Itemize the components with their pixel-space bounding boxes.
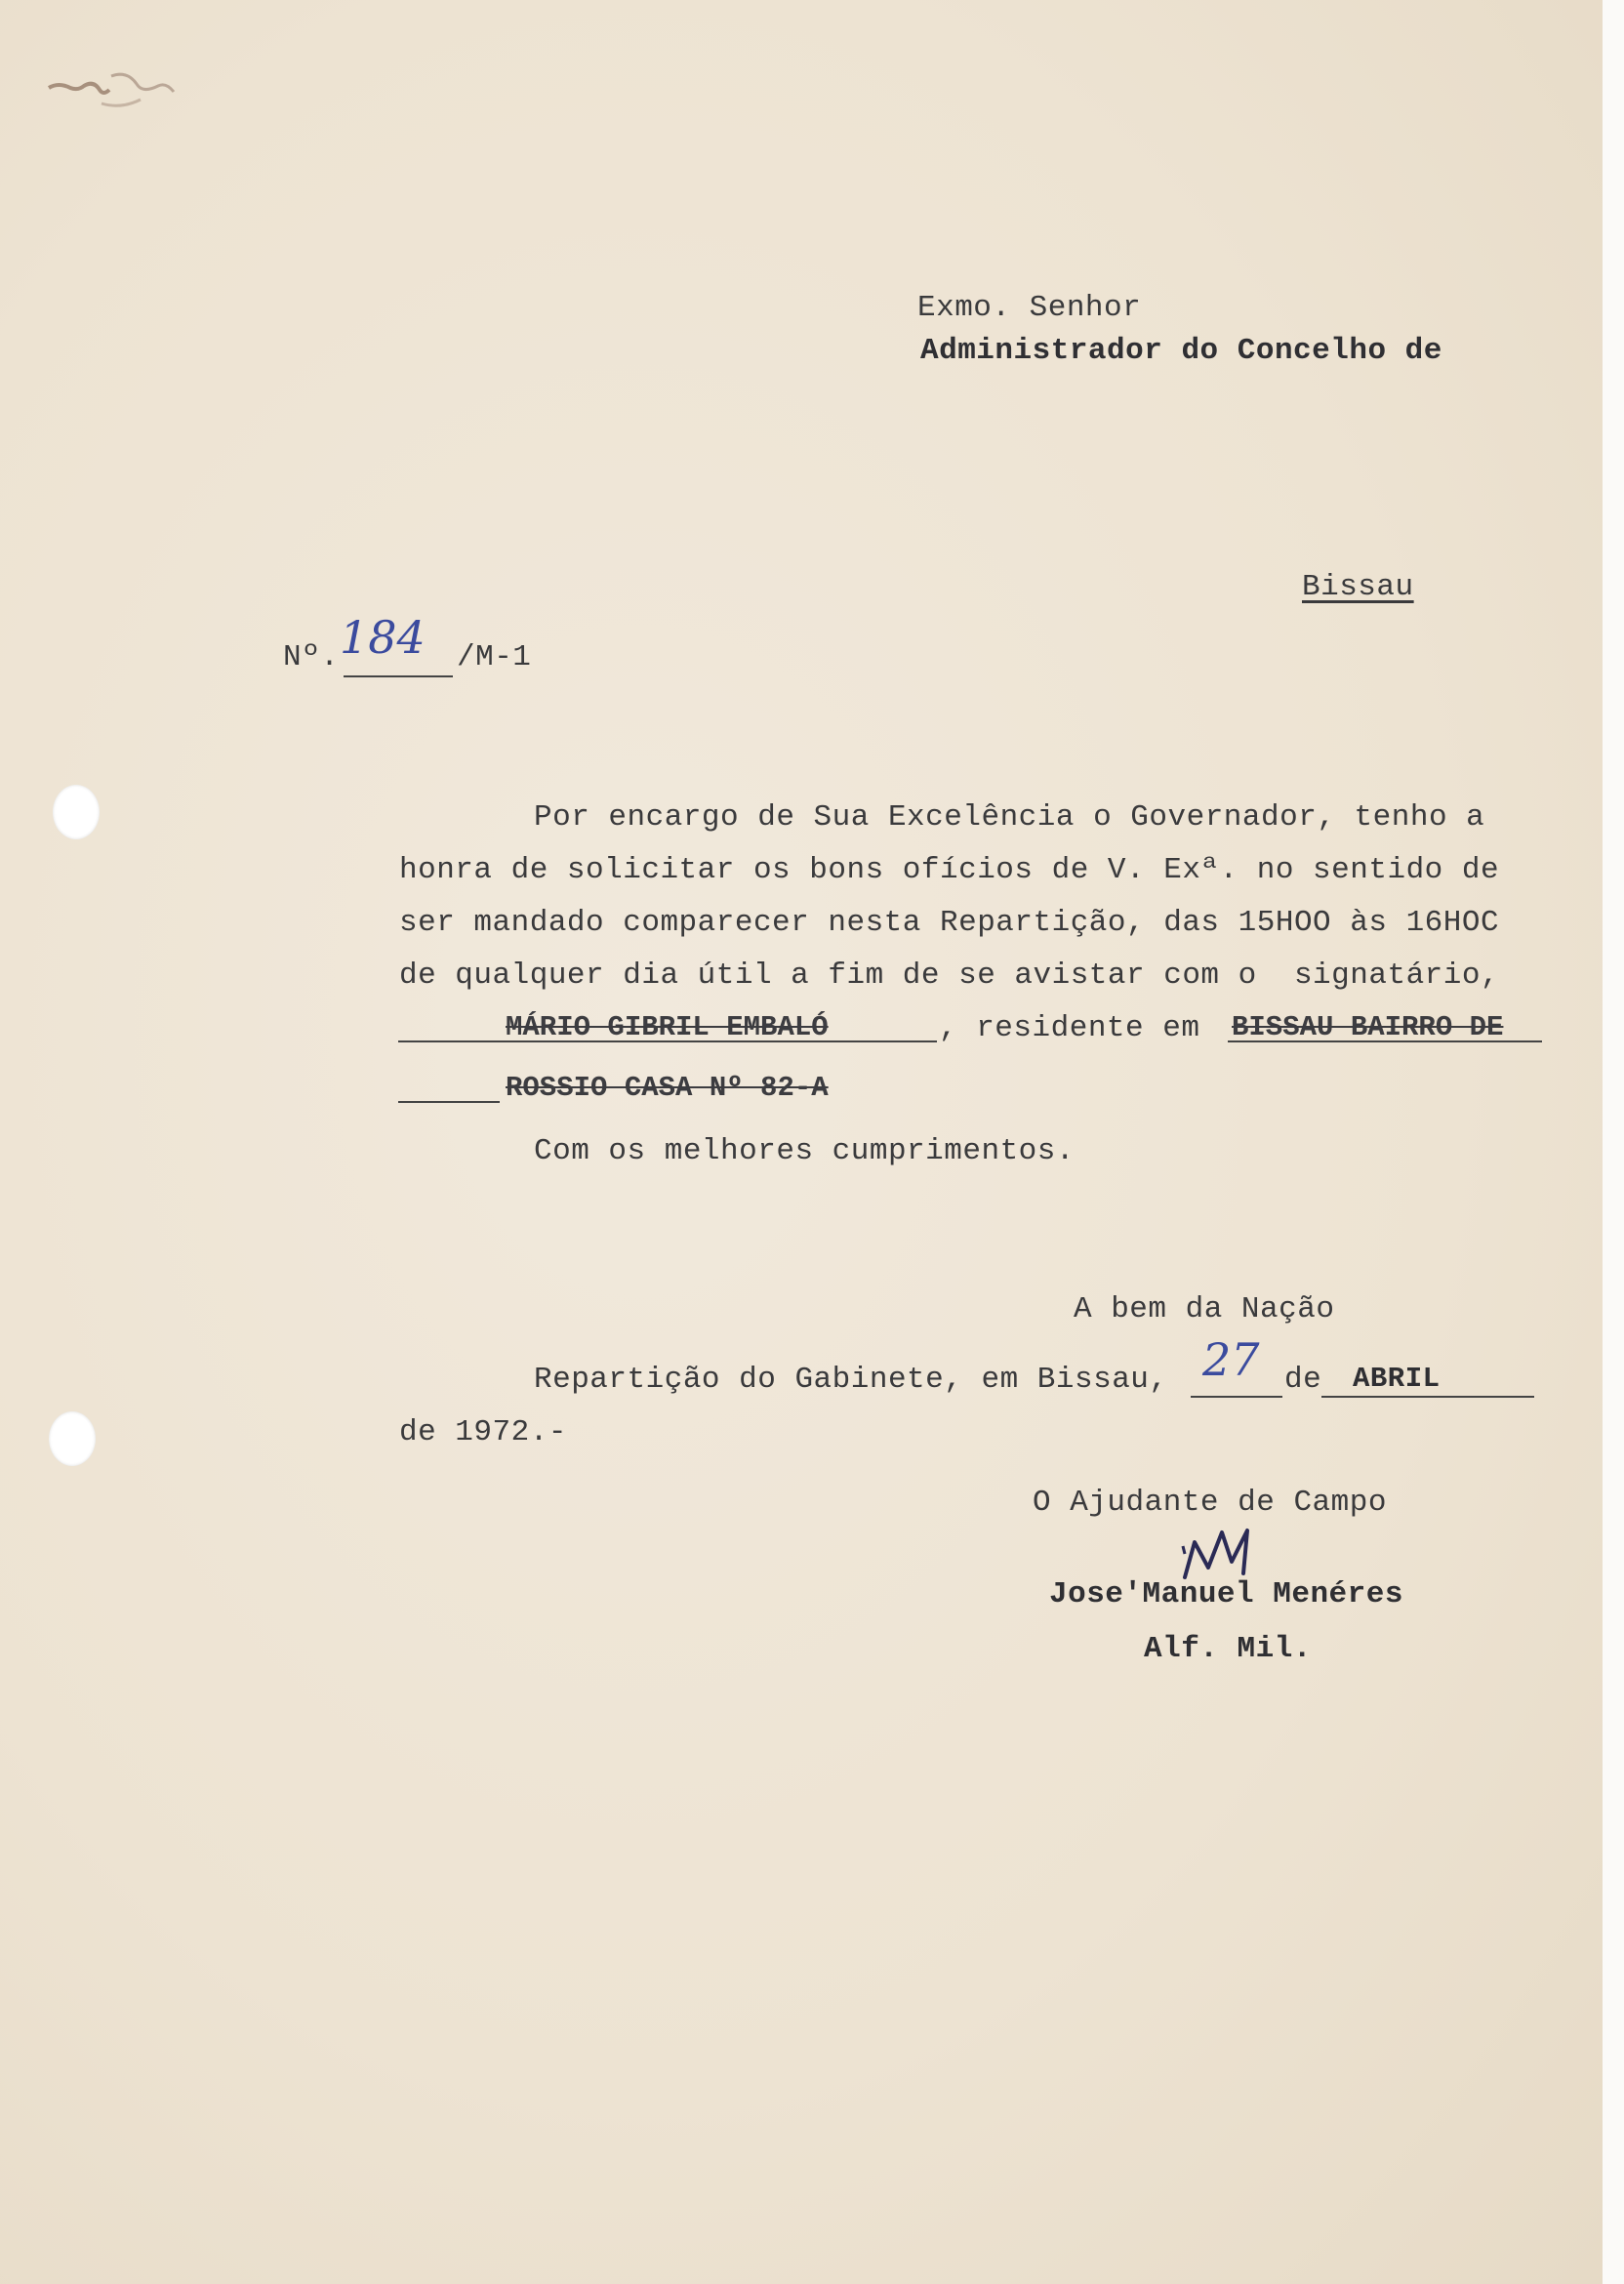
recipient-title: Administrador do Concelho de [920,334,1442,368]
body-line-1: Por encargo de Sua Excelência o Governador, tenho a [534,800,1485,835]
salutation: Exmo. Senhor [917,291,1142,325]
closing: Com os melhores cumprimentos. [534,1134,1075,1168]
address-line-1: BISSAU BAIRRO DE [1232,1011,1504,1043]
address-line-2-rule [398,1101,500,1103]
signer-name: Jose'Manuel Menéres [1049,1577,1403,1611]
month-line [1321,1396,1534,1398]
punch-hole-lower [49,1411,96,1466]
place-line: Repartição do Gabinete, em Bissau, [534,1363,1168,1397]
scan-background-edge [1603,0,1624,2284]
recipient-city: Bissau [1302,570,1414,604]
residence-label: , residente em [939,1011,1200,1045]
month: ABRIL [1353,1363,1441,1395]
person-name: MÁRIO GIBRIL EMBALÓ [506,1011,829,1043]
reference-prefix: Nº. [283,640,340,674]
reference-suffix: /M-1 [457,640,532,674]
ink-stain-mark [43,66,189,125]
address-line-2: ROSSIO CASA Nº 82-A [506,1072,829,1104]
signer-rank: Alf. Mil. [1144,1632,1312,1666]
day-month-connector: de [1284,1363,1322,1397]
signer-role: O Ajudante de Campo [1033,1486,1387,1520]
body-line-4: de qualquer dia útil a fim de se avistar com o signatário, [399,958,1500,993]
body-line-2: honra de solicitar os bons ofícios de V. Exª. no sentido de [399,853,1500,887]
day-line [1191,1396,1282,1398]
year-line: de 1972.- [399,1415,567,1449]
body-line-3: ser mandado comparecer nesta Repartição, das 15HOO às 16HOC [399,906,1500,940]
reference-number-line [344,675,453,677]
motto: A bem da Nação [1074,1292,1335,1326]
punch-hole-upper [53,785,100,839]
reference-number-handwritten: 184 [340,611,426,664]
day-handwritten: 27 [1202,1333,1260,1386]
